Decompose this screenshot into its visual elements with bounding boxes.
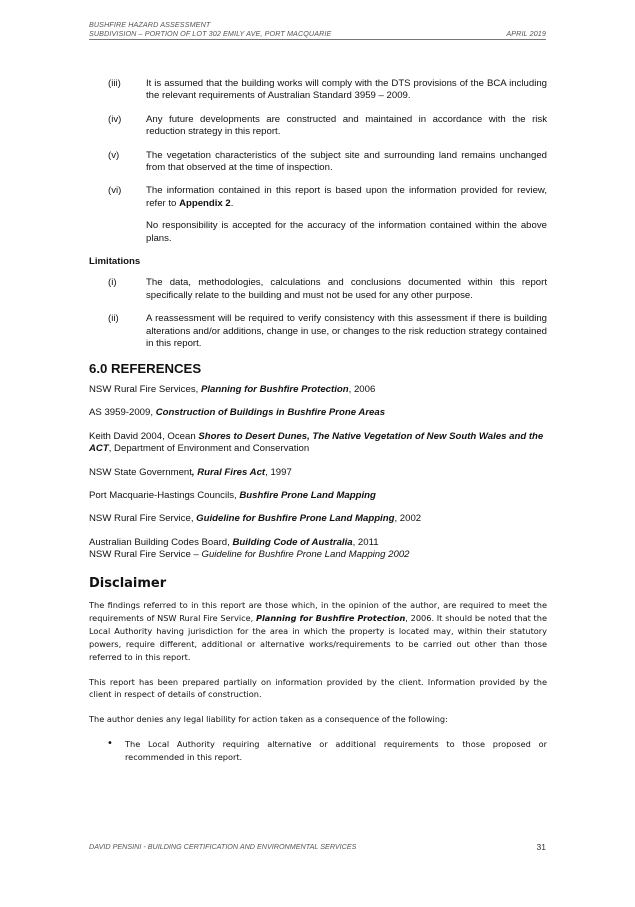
ref-title: Building Code of Australia (232, 536, 353, 548)
item-number: (ii) (108, 313, 119, 325)
item-text: Any future developments are constructed and maintained in accordance with the risk reduction strategy in this report. (146, 113, 547, 138)
ref-text: , 2011 (352, 536, 379, 548)
reference-entry (89, 431, 547, 456)
assumption-note: No responsibility is accepted for the accuracy of the information contained within the above plans. (146, 220, 547, 244)
ref-text: , 2002 (394, 513, 422, 525)
disclaimer-paragraph: This report has been prepared partially on information provided by the client. Information provided by the client in respect of details of construction. (89, 676, 547, 700)
ref-title: Guideline for Bushfire Prone Land Mapping (196, 513, 395, 525)
ref-title: Construction of Buildings in Bushfire Prone Areas (155, 407, 386, 419)
ref-title: Guideline for Bushfire Prone Land Mapping 2002 (201, 549, 410, 561)
ref-title: Planning for Bushfire Protection (200, 383, 349, 395)
ref-title: , Rural Fires Act (191, 466, 266, 478)
item-number: (v) (108, 149, 120, 161)
item-number: (vi) (108, 185, 122, 197)
assumption-item (89, 114, 547, 139)
item-number: (i) (108, 277, 117, 289)
header-subtitle: SUBDIVISION – PORTION OF LOT 302 EMILY AVE, PORT MACQUARIE (89, 29, 332, 38)
ref-text: NSW State Government (89, 466, 192, 478)
page-footer (89, 842, 546, 852)
item-text: The vegetation characteristics of the subject site and surrounding land remains unchanged from that observed at the time of inspection. (146, 149, 547, 174)
ref-text: Australian Building Codes Board, (89, 536, 233, 548)
item-text: It is assumed that the building works will comply with the DTS provisions of the BCA including the relevant requirements of Australian Standard 3959 – 2009. (146, 78, 547, 102)
ref-text: , 2006 (348, 383, 376, 395)
disclaimer-bullet (89, 738, 547, 764)
limitations-heading: Limitations (89, 256, 141, 268)
reference-entry (89, 490, 547, 502)
reference-entry (89, 384, 547, 396)
bullet-text: The Local Authority requiring alternative or additional requirements to those proposed or recommended in this report. (125, 739, 547, 763)
limitation-item (89, 277, 547, 302)
ref-text: Port Macquarie-Hastings Councils, (89, 489, 240, 501)
references-heading: 6.0 REFERENCES (89, 360, 202, 376)
reference-entry (89, 537, 547, 562)
disclaimer-heading: Disclaimer (89, 575, 167, 591)
item-text (146, 185, 547, 210)
appendix-reference: Appendix 2 (179, 197, 231, 209)
reference-entry (89, 407, 547, 419)
page-header (89, 20, 546, 40)
item-text: The data, methodologies, calculations and conclusions documented within this report specifically relate to the building and must not be used for any other purpose. (146, 277, 547, 301)
ref-text: NSW Rural Fire Services, (89, 383, 201, 395)
page-body (89, 78, 547, 764)
disclaimer-text: , 2006. It should be noted that the Local Authority having jurisdiction for the area in which the property is located may, within their statutory powers, require different, additional or alternative works/requirements to be carried out other than those referred to in this report. (89, 612, 547, 662)
header-title: BUSHFIRE HAZARD ASSESSMENT (89, 20, 211, 29)
limitation-item (89, 313, 547, 350)
page-number: 31 (536, 842, 546, 852)
ref-text: Keith David 2004, Ocean (89, 430, 199, 442)
ref-text: , 1997 (265, 466, 292, 478)
header-date: APRIL 2019 (506, 29, 546, 38)
assumption-item (89, 78, 547, 103)
disclaimer-text: The findings referred to in this report are those which, in the opinion of the author, are required to meet the requirements of NSW Rural Fire Service, (89, 599, 547, 623)
header-subtitle-row (89, 29, 546, 40)
footer-company: DAVID PENSINI - BUILDING CERTIFICATION AND ENVIRONMENTAL SERVICES (89, 842, 357, 851)
disclaimer-paragraph (89, 599, 547, 664)
disclaimer-title-ref: Planning for Bushfire Protection (256, 612, 406, 623)
ref-text: , Department of Environment and Conservation (108, 443, 310, 455)
assumption-item (89, 150, 547, 175)
item-number: (iv) (108, 113, 122, 125)
ref-title: Shores to Desert Dunes, The Native Vegetation of New South Wales and the ACT (89, 430, 544, 455)
ref-text: NSW Rural Fire Service – (89, 549, 202, 561)
ref-title: Bushfire Prone Land Mapping (239, 489, 376, 501)
item-text-part: The information contained in this report is based upon the information provided for review, refer to (146, 185, 547, 209)
item-number: (iii) (108, 78, 121, 89)
ref-text: NSW Rural Fire Service, (89, 513, 197, 525)
item-text-part: . (230, 197, 234, 209)
ref-text: AS 3959-2009, (89, 407, 156, 419)
item-text: A reassessment will be required to verify consistency with this assessment if there is building alterations and/or additions, change in use, or changes to the risk reduction strategy contained in this report. (146, 313, 547, 350)
reference-entry (89, 467, 547, 479)
assumption-item (89, 185, 547, 210)
bullet-icon: • (107, 738, 113, 750)
reference-entry (89, 513, 547, 525)
disclaimer-paragraph: The author denies any legal liability for action taken as a consequence of the following: (89, 714, 448, 725)
